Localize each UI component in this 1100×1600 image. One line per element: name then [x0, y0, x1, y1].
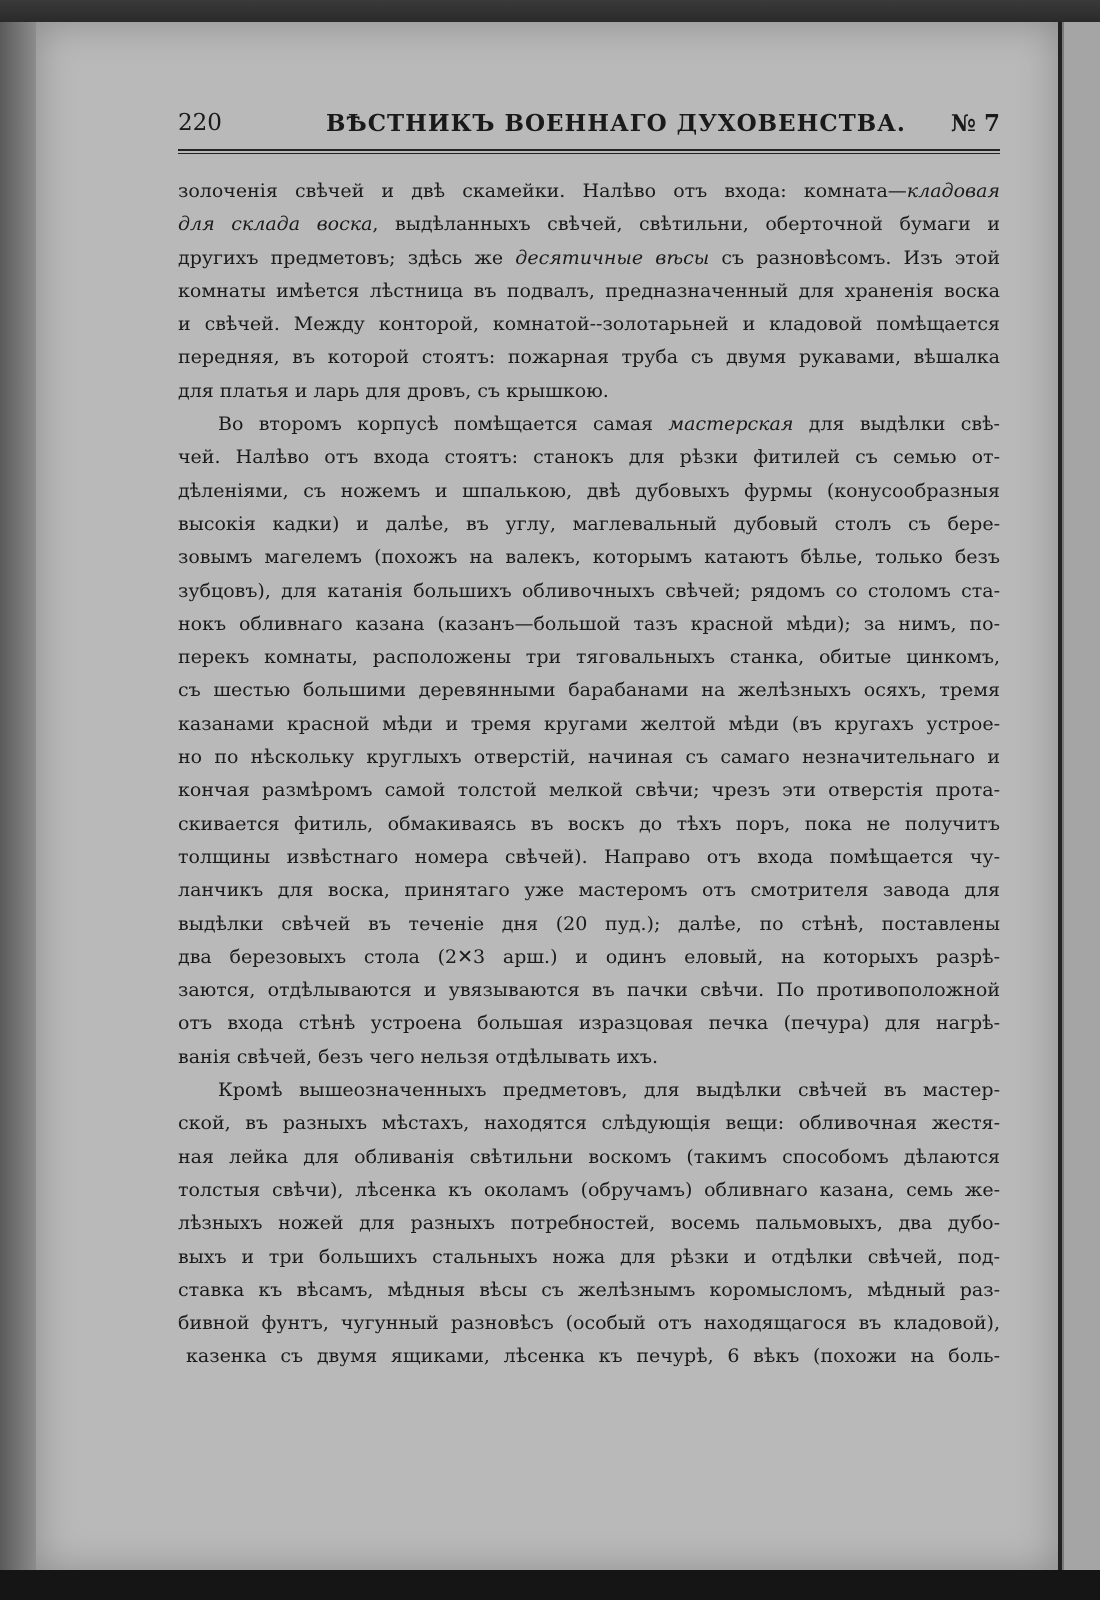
text-line: два березовыхъ стола (2✕3 арш.) и одинъ еловый, на которыхъ разрѣ-: [178, 945, 1000, 968]
text-line: для склада воска, выдѣланныхъ свѣчей, свѣтильни, оберточной бумаги и: [178, 213, 1000, 236]
text-line: и свѣчей. Между конторой, комнатой--золотарьней и кладовой помѣщается: [178, 313, 1000, 336]
text-line: толщины извѣстнаго номера свѣчей). Направо отъ входа помѣщается чу-: [178, 845, 1000, 868]
text-line: дѣленіями, съ ножемъ и шпалькою, двѣ дубовыхъ фурмы (конусообразныя: [178, 479, 1000, 502]
text-line: чей. Налѣво отъ входа стоятъ: станокъ для рѣзки фитилей съ семью от-: [178, 446, 1000, 469]
text-line: кончая размѣромъ самой толстой мелкой свѣчи; чрезъ эти отверстія прота-: [178, 779, 1000, 802]
text-line: но по нѣскольку круглыхъ отверстій, начиная съ самаго незначительнаго и: [178, 746, 1000, 769]
text-line: Во второмъ корпусѣ помѣщается самая мастерская для выдѣлки свѣ-: [218, 413, 1000, 436]
text-line: ланчикъ для воска, принятаго уже мастеромъ отъ смотрителя завода для: [178, 879, 1000, 902]
page-number: 220: [178, 110, 222, 136]
text-line: передняя, въ которой стоятъ: пожарная труба съ двумя рукавами, вѣшалка: [178, 346, 1000, 369]
text-line: толстыя свѣчи), лѣсенка къ околамъ (обручамъ) обливнаго казана, семь же-: [178, 1178, 1000, 1201]
text-line: другихъ предметовъ; здѣсь же десятичные вѣсы съ разновѣсомъ. Изъ этой: [178, 246, 1000, 269]
binding-edge: [0, 22, 36, 1572]
text-line: Кромѣ вышеозначенныхъ предметовъ, для выдѣлки свѣчей въ мастер-: [218, 1079, 1000, 1102]
text-line: нокъ обливнаго казана (казанъ—большой тазъ красной мѣди); за нимъ, по-: [178, 612, 1000, 635]
text-line: съ шестью большими деревянными барабанами на желѣзныхъ осяхъ, тремя: [178, 679, 1000, 702]
text-line: ная лейка для обливанія свѣтильни воскомъ (такимъ способомъ дѣлаются: [178, 1145, 1000, 1168]
text-line: казенка съ двумя ящиками, лѣсенка къ печурѣ, 6 вѣкъ (похожи на боль-: [186, 1345, 1000, 1368]
text-line: зовымъ магелемъ (похожъ на валекъ, которымъ катаютъ бѣлье, только безъ: [178, 546, 1000, 569]
text-line: скивается фитиль, обмакиваясь въ воскъ до тѣхъ поръ, пока не получитъ: [178, 812, 1000, 835]
text-line: высокія кадки) и далѣе, въ углу, маглевальный дубовый столъ съ бере-: [178, 512, 1000, 535]
text-line: ванія свѣчей, безъ чего нельзя отдѣлывать ихъ.: [178, 1045, 658, 1068]
text-line: бивной фунтъ, чугунный разновѣсъ (особый отъ находящагося въ кладовой),: [178, 1312, 1000, 1335]
text-line: для платья и ларь для дровъ, съ крышкою.: [178, 379, 609, 402]
text-line: комнаты имѣется лѣстница въ подвалъ, предназначенный для храненія воска: [178, 279, 1000, 302]
journal-title: ВѢСТНИКЪ ВОЕННАГО ДУХОВЕНСТВА.: [326, 110, 906, 137]
scan-bottom-border: [0, 1570, 1100, 1600]
text-line: перекъ комнаты, расположены три тяговальныхъ станка, обитые цинкомъ,: [178, 646, 1000, 669]
text-line: лѣзныхъ ножей для разныхъ потребностей, восемь пальмовыхъ, два дубо-: [178, 1212, 1000, 1235]
next-page-edge: [1062, 22, 1100, 1572]
issue-number: № 7: [950, 110, 1000, 137]
text-line: выхъ и три большихъ стальныхъ ножа для рѣзки и отдѣлки свѣчей, под-: [178, 1245, 1000, 1268]
text-line: зубцовъ), для катанія большихъ обливочныхъ свѣчей; рядомъ со столомъ ста-: [178, 579, 1000, 602]
text-line: выдѣлки свѣчей въ теченіе дня (20 пуд.); далѣе, по стѣнѣ, поставлены: [178, 912, 1000, 935]
text-line: ской, въ разныхъ мѣстахъ, находятся слѣдующія вещи: обливочная жестя-: [178, 1112, 1000, 1135]
article-body: [178, 175, 1000, 1374]
header-double-rule: [178, 149, 1000, 154]
text-line: отъ входа стѣнѣ устроена большая изразцовая печка (печура) для нагрѣ-: [178, 1012, 1000, 1035]
scan-top-border: [0, 0, 1100, 22]
text-line: заются, отдѣлываются и увязываются въ пачки свѣчи. По противоположной: [178, 979, 1000, 1002]
text-line: казанами красной мѣди и тремя кругами желтой мѣди (въ кругахъ устрое-: [178, 712, 1000, 735]
running-header: [178, 110, 1000, 144]
text-line: ставка къ вѣсамъ, мѣдныя вѣсы съ желѣзнымъ коромысломъ, мѣдный раз-: [178, 1278, 1000, 1301]
text-line: золоченія свѣчей и двѣ скамейки. Налѣво отъ входа: комната—кладовая: [178, 180, 1000, 202]
